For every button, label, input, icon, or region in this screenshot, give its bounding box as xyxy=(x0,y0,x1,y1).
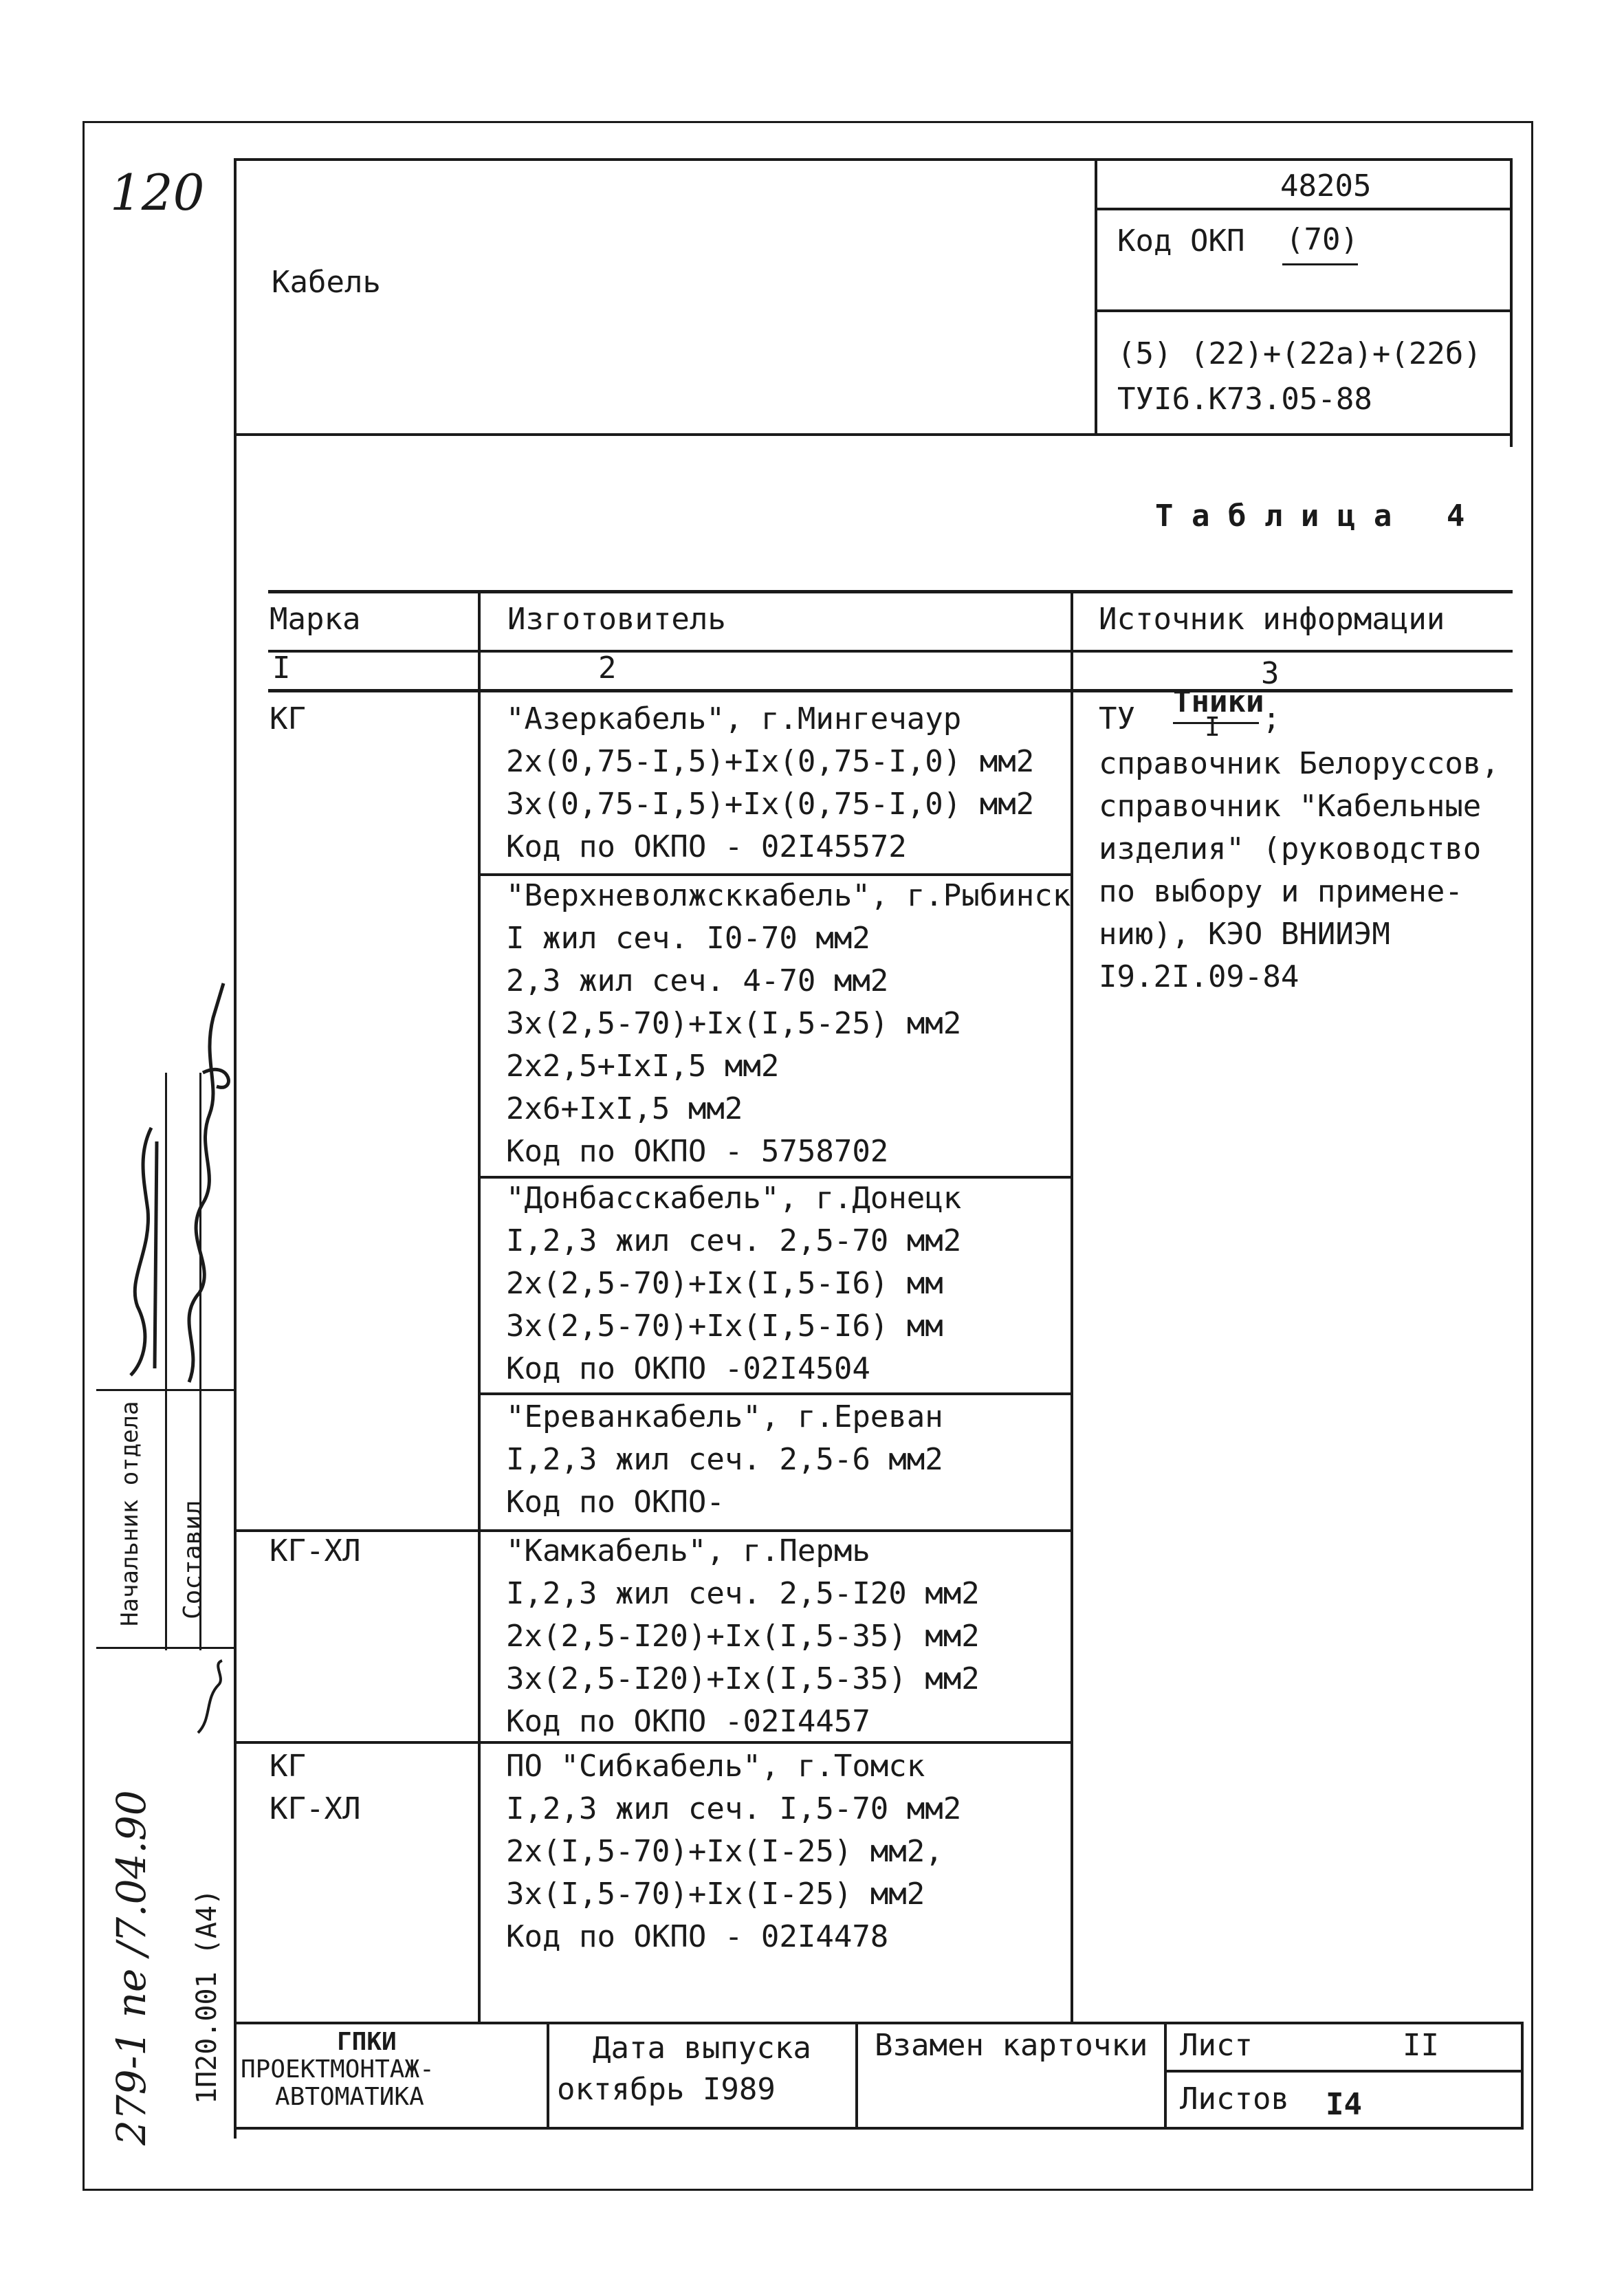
text-line: "Ереванкабель", г.Ереван xyxy=(506,1399,943,1434)
text-line: 2x(I,5-70)+Ix(I-25) мм2, xyxy=(506,1834,943,1869)
text-line: Код по ОКПО- xyxy=(506,1485,725,1520)
source-semicolon: ; xyxy=(1262,701,1281,736)
source-references xyxy=(1099,743,1500,998)
source-tniki-denominator: I xyxy=(1205,712,1220,742)
head-of-department-label: Начальник отдела xyxy=(116,1401,144,1626)
org-line2: ПРОЕКТМОНТАЖ- xyxy=(241,2055,435,2084)
column-header-manufacturer: Изготовитель xyxy=(507,602,726,637)
text-line: Код по ОКПО -02I4457 xyxy=(506,1704,870,1739)
text-line: справочник "Кабельные xyxy=(1099,789,1482,824)
release-date-value: октябрь I989 xyxy=(557,2072,776,2107)
text-line: Код по ОКПО - 02I4478 xyxy=(506,1919,889,1954)
text-line: Код по ОКПО - 5758702 xyxy=(506,1134,889,1169)
replaces-card-label: Взамен карточки xyxy=(875,2028,1148,2063)
text-line: 3x(2,5-70)+Ix(I,5-I6) мм xyxy=(506,1309,943,1344)
manufacturer-group xyxy=(506,1396,943,1524)
catalog-code: 48205 xyxy=(1280,168,1372,204)
manufacturer-group xyxy=(506,1745,961,1958)
release-date-label: Дата выпуска xyxy=(593,2031,811,2066)
spec-reference-line2: ТУI6.К73.05-88 xyxy=(1117,382,1372,417)
handwritten-note: 279-1 ne /7.04.90 xyxy=(108,1790,155,2145)
text-line: "Азеркабель", г.Мингечаур xyxy=(506,701,962,736)
signature-initials xyxy=(191,1657,232,1740)
text-line: справочник Белоруссов, xyxy=(1099,746,1500,781)
text-line: I9.2I.09-84 xyxy=(1099,959,1299,994)
mark-kg-and-kg-hl: КГ КГ-ХЛ xyxy=(270,1749,361,1826)
page-number-handwritten: 120 xyxy=(110,164,205,221)
signature-author xyxy=(162,976,244,1389)
document-title: Кабель xyxy=(272,265,381,300)
text-line: I,2,3 жил сеч. I,5-70 мм2 xyxy=(506,1791,962,1826)
text-line: I,2,3 жил сеч. 2,5-I20 мм2 xyxy=(506,1576,980,1611)
text-line: нию), КЭО ВНИИЭМ xyxy=(1099,917,1390,952)
author-label: Составил xyxy=(179,1500,207,1619)
sheet-number: II xyxy=(1403,2028,1439,2063)
column-number-3: 3 xyxy=(1261,656,1280,691)
source-tniki: Тники xyxy=(1173,684,1264,719)
text-line: 2x(2,5-I20)+Ix(I,5-35) мм2 xyxy=(506,1619,980,1654)
okp-value: (70) xyxy=(1286,222,1359,257)
column-number-1: I xyxy=(272,651,291,686)
text-line: Код по ОКПО -02I4504 xyxy=(506,1351,870,1386)
text-line: 3x(0,75-I,5)+Ix(0,75-I,0) мм2 xyxy=(506,787,1035,822)
text-line: Код по ОКПО - 02I45572 xyxy=(506,829,907,864)
document-code: 1П20.001 (А4) xyxy=(191,1888,223,2104)
org-line1: ГПКИ xyxy=(337,2028,397,2056)
mark-kg: КГ xyxy=(270,701,306,736)
spec-reference-line1: (5) (22)+(22a)+(22б) xyxy=(1117,336,1482,371)
text-line: изделия" (руководство xyxy=(1099,831,1482,866)
text-line: I,2,3 жил сеч. 2,5-6 мм2 xyxy=(506,1442,943,1477)
text-line: 2,3 жил сеч. 4-70 мм2 xyxy=(506,963,889,998)
column-header-source: Источник информации xyxy=(1099,602,1445,637)
org-line3: АВТОМАТИКА xyxy=(275,2083,424,2111)
text-line: "Верхневолжсккабель", г.Рыбинск xyxy=(506,878,1071,913)
text-line: I,2,3 жил сеч. 2,5-70 мм2 xyxy=(506,1223,962,1258)
text-line: 2x6+IxI,5 мм2 xyxy=(506,1091,743,1126)
text-line: 2x2,5+IxI,5 мм2 xyxy=(506,1049,780,1084)
text-line: по выбору и примене- xyxy=(1099,874,1463,909)
column-number-2: 2 xyxy=(598,651,617,686)
manufacturer-group xyxy=(506,1177,961,1390)
text-line: 3x(I,5-70)+Ix(I-25) мм2 xyxy=(506,1877,925,1912)
mark-kg-hl: КГ-ХЛ xyxy=(270,1533,361,1568)
text-line: I жил сеч. I0-70 мм2 xyxy=(506,921,870,956)
text-line: 2x(2,5-70)+Ix(I,5-I6) мм xyxy=(506,1266,943,1301)
table-caption: Т а б л и ц а 4 xyxy=(1155,499,1465,534)
okp-label: Код ОКП xyxy=(1117,223,1245,259)
manufacturer-group xyxy=(506,875,1071,1173)
text-line: ПО "Сибкабель", г.Томск xyxy=(506,1749,925,1784)
sheets-label: Листов xyxy=(1180,2081,1289,2117)
manufacturer-group xyxy=(506,698,1034,868)
okp-underline xyxy=(1282,263,1358,265)
text-line: 3x(2,5-70)+Ix(I,5-25) мм2 xyxy=(506,1006,962,1041)
text-line: "Камкабель", г.Пермь xyxy=(506,1533,870,1568)
text-line: 2x(0,75-I,5)+Ix(0,75-I,0) мм2 xyxy=(506,744,1035,779)
source-tu-label: ТУ xyxy=(1099,701,1135,736)
sheet-label: Лист xyxy=(1180,2028,1253,2063)
text-line: 3x(2,5-I20)+Ix(I,5-35) мм2 xyxy=(506,1661,980,1696)
column-header-mark: Марка xyxy=(270,602,361,637)
sheets-total: I4 xyxy=(1326,2087,1362,2122)
text-line: "Донбасскабель", г.Донецк xyxy=(506,1181,962,1216)
manufacturer-group xyxy=(506,1530,980,1743)
